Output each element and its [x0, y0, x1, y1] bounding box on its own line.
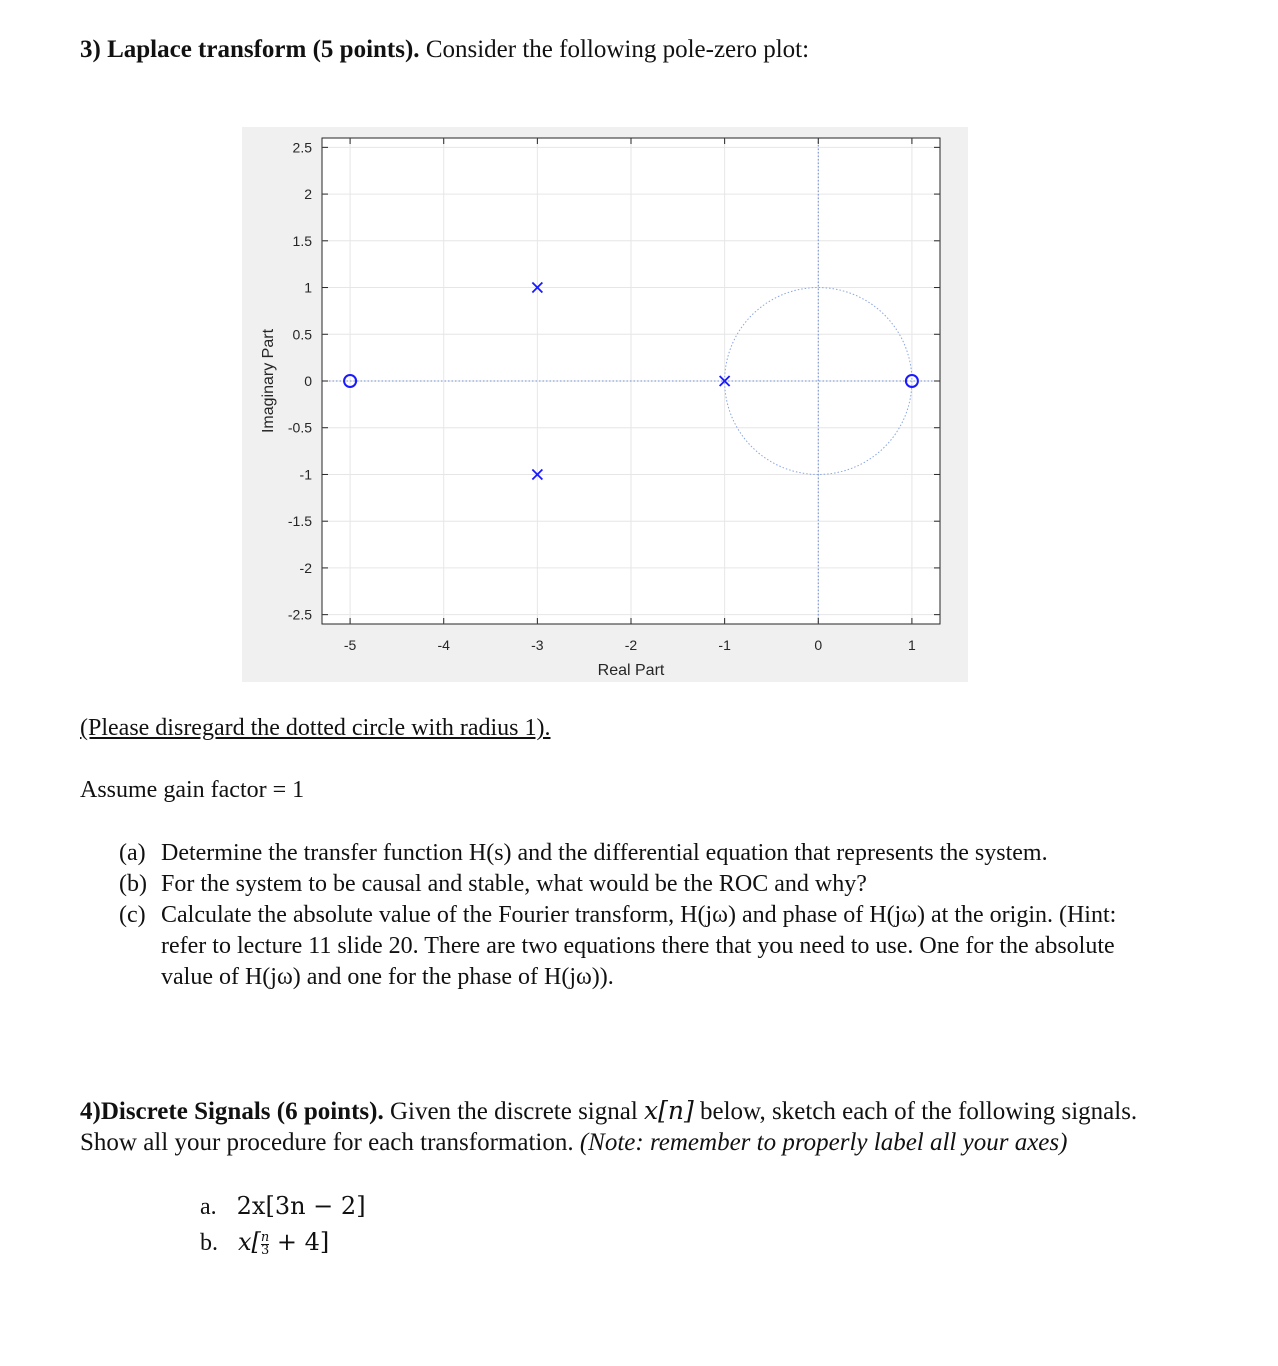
q3-items: [119, 838, 1129, 993]
q4-item-b-label: b.: [200, 1230, 218, 1256]
y-tick-label: -2.5: [287, 606, 312, 623]
x-tick-label: 0: [814, 637, 823, 653]
x-tick-label: -1: [718, 637, 731, 653]
q3-title: [80, 36, 809, 64]
q4-item-a-expr: 2x[3n − 2]: [236, 1192, 366, 1220]
q4-signal: x[n]: [644, 1096, 694, 1125]
q4-paragraph: [80, 1095, 1150, 1158]
q3-item-a-label: (a): [119, 840, 146, 866]
y-tick-label: -1.5: [287, 513, 312, 530]
x-axis-label: Real Part: [597, 662, 665, 679]
q3-item-b-text: For the system to be causal and stable, what would be the ROC and why?: [161, 871, 867, 897]
y-tick-label: 0.5: [292, 326, 312, 343]
q3-item-a-text: Determine the transfer function H(s) and the differential equation that represents the system.: [161, 840, 1048, 866]
q4-item-b-post: + 4]: [269, 1228, 330, 1256]
q3-note: (Please disregard the dotted circle with radius 1).: [80, 715, 551, 741]
q3-title-rest: Consider the following pole-zero plot:: [419, 36, 810, 63]
q4-note: (Note: remember to properly label all your axes): [579, 1129, 1068, 1156]
pole-zero-plot: [242, 127, 968, 682]
x-tick-label: -3: [531, 637, 544, 653]
q3-item-b-label: (b): [119, 871, 147, 897]
q4-title-bold: 4)Discrete Signals (6 points).: [80, 1098, 384, 1125]
y-tick-label: 0: [304, 373, 312, 389]
pole-zero-figure: [242, 127, 968, 682]
x-tick-label: -4: [437, 637, 450, 653]
x-tick-label: -2: [624, 637, 638, 653]
q4-text1: Given the discrete signal: [383, 1098, 645, 1125]
x-tick-label: -5: [343, 637, 357, 653]
q4-item-a: [200, 1192, 366, 1221]
q3-item-a: [119, 838, 1129, 869]
q4-item-b-den: 3: [260, 1242, 270, 1258]
y-tick-label: 2.5: [292, 139, 312, 156]
q4-text2: below, sketch each of the following signals. Show all your procedure for each transformation.: [80, 1098, 1138, 1156]
q4-item-a-label: a.: [200, 1194, 217, 1220]
q4-item-b-pre: x[: [238, 1228, 261, 1256]
q3-item-c-label: (c): [119, 902, 146, 928]
q3-item-c: [119, 900, 1129, 993]
y-tick-label: -2: [299, 559, 312, 576]
y-tick-label: -0.5: [287, 419, 312, 436]
q4-item-b-num: n: [260, 1229, 270, 1245]
y-axis-label: Imaginary Part: [260, 328, 277, 434]
q3-item-b: [119, 869, 1129, 900]
q3-title-bold: 3) Laplace transform (5 points).: [80, 36, 420, 63]
y-tick-label: 1: [304, 279, 312, 296]
q4-item-b: [200, 1228, 329, 1257]
q3-gain: Assume gain factor = 1: [80, 777, 305, 803]
x-tick-label: 1: [908, 637, 916, 653]
y-tick-label: -1: [299, 466, 312, 483]
q3-item-c-text: Calculate the absolute value of the Fourier transform, H(jω) and phase of H(jω) at the origin. (Hint: refer to lecture 11 slide 20. There are two equations there that you need to use. One for the absolute value of H(jω) and one for the phase of H(jω)).: [161, 902, 1117, 990]
y-tick-label: 1.5: [292, 232, 312, 249]
y-tick-label: 2: [304, 186, 312, 203]
